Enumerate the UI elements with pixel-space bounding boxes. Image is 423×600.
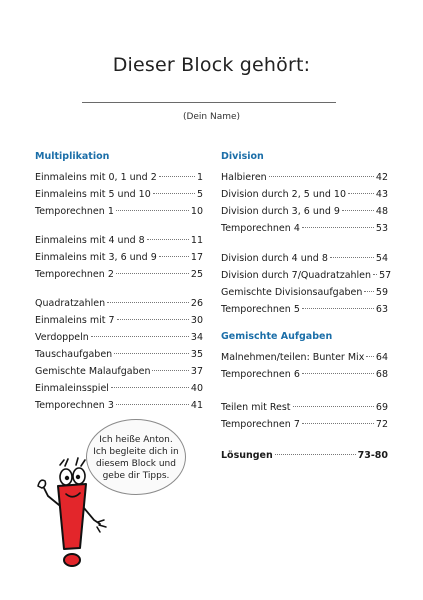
toc-entry-page: 1 — [196, 172, 203, 183]
leader-dots — [302, 227, 374, 228]
toc-entry-label: Verdoppeln — [35, 332, 89, 343]
toc-entry — [221, 349, 388, 366]
toc-group — [35, 232, 203, 283]
leader-dots — [117, 319, 189, 320]
leader-dots — [275, 454, 356, 455]
toc-entry-page: 35 — [190, 349, 203, 360]
leader-dots — [330, 257, 374, 258]
toc-entry — [221, 186, 388, 203]
toc-entry — [35, 169, 203, 186]
toc-entry-page: 59 — [375, 287, 388, 298]
toc-entry-page: 42 — [375, 172, 388, 183]
toc-entry-label: Teilen mit Rest — [221, 402, 291, 413]
leader-dots — [366, 356, 374, 357]
leader-dots — [114, 353, 189, 354]
toc-entry-label: Temporechnen 4 — [221, 223, 300, 234]
toc-entry-page: 40 — [190, 383, 203, 394]
toc-entry-label: Malnehmen/teilen: Bunter Mix — [221, 352, 365, 363]
toc-entry-label: Einmaleins mit 5 und 10 — [35, 189, 151, 200]
toc-entry — [35, 295, 203, 312]
leader-dots — [269, 176, 374, 177]
toc-entry — [35, 249, 203, 266]
toc-entry-page: 17 — [190, 252, 203, 263]
name-hint: (Dein Name) — [182, 112, 241, 122]
toc-entry — [221, 267, 392, 284]
toc-entry-label: Einmaleinsspiel — [35, 383, 109, 394]
toc-entry-page: 11 — [190, 235, 203, 246]
toc-entry-page: 69 — [375, 402, 388, 413]
toc-entry — [221, 399, 388, 416]
leader-dots — [107, 302, 189, 303]
toc-entry — [221, 366, 388, 383]
toc-group — [221, 169, 388, 237]
toc-entry — [221, 284, 388, 301]
leader-dots — [373, 274, 377, 275]
toc-entry-page: 5 — [196, 189, 203, 200]
toc-entry — [35, 232, 203, 249]
leader-dots — [159, 176, 195, 177]
anton-mascot-illustration — [28, 450, 113, 570]
toc-entry — [35, 329, 203, 346]
toc-entry-label: Einmaleins mit 4 und 8 — [35, 235, 145, 246]
toc-group — [221, 399, 388, 433]
leader-dots — [152, 370, 188, 371]
name-line — [82, 102, 336, 103]
toc-group — [35, 295, 203, 414]
leader-dots — [116, 210, 189, 211]
speech-bubble-text: Ich heiße Anton. Ich begleite dich in diesem Block und gebe dir Tipps. — [93, 435, 179, 481]
toc-entry-label: Lösungen — [221, 450, 273, 461]
leader-dots — [293, 406, 374, 407]
toc-entry-page: 10 — [190, 206, 203, 217]
toc-entry-page: 54 — [375, 253, 388, 264]
toc-entry — [35, 186, 203, 203]
section-heading-multiplication: Multiplikation — [35, 151, 110, 162]
toc-entry — [221, 169, 388, 186]
leader-dots — [159, 256, 189, 257]
leader-dots — [348, 193, 374, 194]
toc-entry-page: 72 — [375, 419, 388, 430]
leader-dots — [116, 273, 189, 274]
toc-entry-page: 25 — [190, 269, 203, 280]
toc-entry-page: 34 — [190, 332, 203, 343]
toc-entry-page: 73-80 — [357, 450, 388, 461]
toc-entry-label: Gemischte Malaufgaben — [35, 366, 151, 377]
toc-entry-label: Temporechnen 1 — [35, 206, 114, 217]
toc-entry-label: Temporechnen 7 — [221, 419, 300, 430]
toc-entry — [35, 312, 203, 329]
section-heading-mixed: Gemischte Aufgaben — [221, 331, 333, 342]
toc-group — [35, 169, 203, 220]
toc-entry — [221, 416, 388, 433]
toc-group — [221, 349, 388, 383]
toc-left-column — [35, 151, 203, 414]
toc-entry — [35, 397, 203, 414]
leader-dots — [342, 210, 374, 211]
toc-entry-label: Division durch 4 und 8 — [221, 253, 328, 264]
toc-group — [221, 250, 392, 318]
page-title: Dieser Block gehört: — [112, 54, 311, 76]
leader-dots — [153, 193, 195, 194]
leader-dots — [302, 423, 374, 424]
toc-entry — [221, 203, 388, 220]
toc-right-column — [221, 151, 392, 464]
toc-entry — [221, 220, 388, 237]
toc-entry-page: 41 — [190, 400, 203, 411]
leader-dots — [147, 239, 189, 240]
toc-entry-page: 53 — [375, 223, 388, 234]
toc-entry-page: 48 — [375, 206, 388, 217]
toc-entry-label: Division durch 3, 6 und 9 — [221, 206, 340, 217]
toc-entry-label: Temporechnen 2 — [35, 269, 114, 280]
toc-entry-label: Division durch 2, 5 und 10 — [221, 189, 346, 200]
toc-entry — [35, 346, 203, 363]
toc-entry-page: 30 — [190, 315, 203, 326]
toc-entry-page: 43 — [375, 189, 388, 200]
toc-entry-label: Temporechnen 6 — [221, 369, 300, 380]
leader-dots — [111, 387, 189, 388]
leader-dots — [302, 308, 374, 309]
section-heading-division: Division — [221, 151, 264, 162]
toc-entry-label: Tauschaufgaben — [35, 349, 113, 360]
toc-entry — [35, 203, 203, 220]
toc-entry — [35, 266, 203, 283]
toc-entry — [35, 380, 203, 397]
toc-entry-label: Einmaleins mit 3, 6 und 9 — [35, 252, 157, 263]
toc-entry-label: Einmaleins mit 0, 1 und 2 — [35, 172, 157, 183]
toc-entry-solutions — [221, 447, 388, 464]
toc-entry-page: 57 — [379, 270, 392, 281]
toc-entry — [35, 363, 203, 380]
leader-dots — [364, 291, 374, 292]
toc-entry-page: 68 — [375, 369, 388, 380]
leader-dots — [91, 336, 189, 337]
toc-entry-label: Division durch 7/Quadratzahlen — [221, 270, 372, 281]
toc-entry — [221, 301, 388, 318]
leader-dots — [116, 404, 189, 405]
toc-entry-label: Temporechnen 5 — [221, 304, 300, 315]
toc-entry-label: Temporechnen 3 — [35, 400, 114, 411]
toc-entry-label: Quadratzahlen — [35, 298, 106, 309]
toc-entry-label: Einmaleins mit 7 — [35, 315, 115, 326]
toc-entry — [221, 250, 388, 267]
toc-entry-page: 63 — [375, 304, 388, 315]
toc-entry-page: 26 — [190, 298, 203, 309]
leader-dots — [302, 373, 374, 374]
toc-entry-label: Gemischte Divisionsaufgaben — [221, 287, 363, 298]
toc-entry-page: 64 — [375, 352, 388, 363]
toc-entry-label: Halbieren — [221, 172, 267, 183]
toc-entry-page: 37 — [190, 366, 203, 377]
